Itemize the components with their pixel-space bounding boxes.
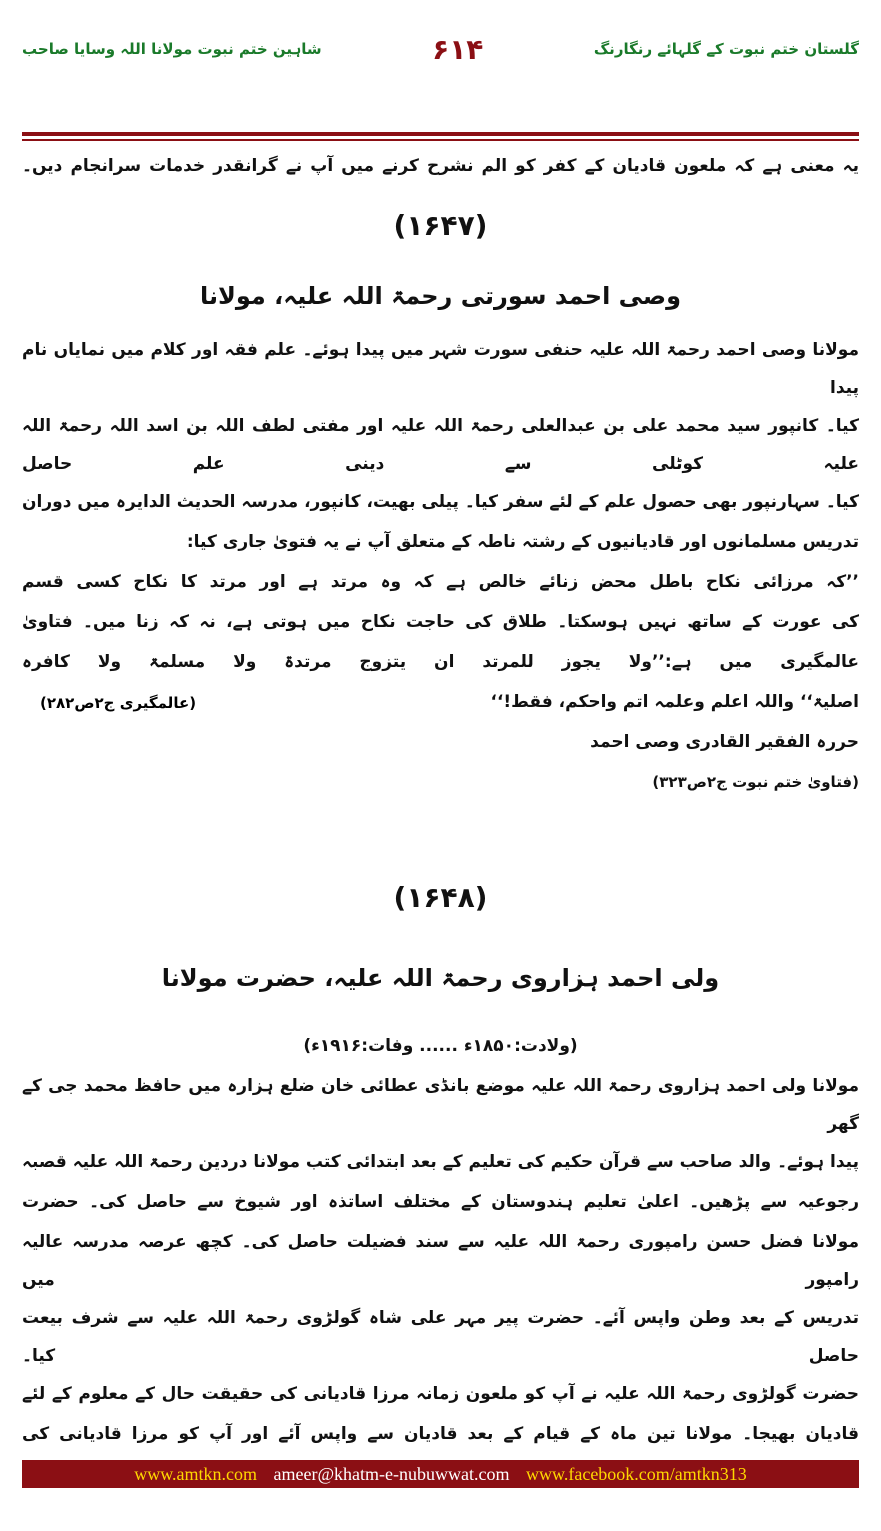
- website-link[interactable]: www.amtkn.com: [134, 1464, 258, 1484]
- body-line: مولانا فضل حسن رامپوری رحمۃ اللہ علیہ سے سند فضیلت حاصل کی۔ کچھ عرصہ مدرسہ عالیہ رامپور میں: [22, 1231, 859, 1290]
- footer-bar: [22, 1460, 859, 1488]
- body-line: پیدا ہوئے۔ والد صاحب سے قرآن حکیم کی تعلیم کے بعد ابتدائی کتب مولانا دردین رحمۃ اللہ علیہ قصبہ: [22, 1151, 859, 1172]
- header-rule-bottom: [22, 139, 859, 141]
- quote-end-row: [22, 683, 859, 723]
- body-line: حضرت گولڑوی رحمۃ اللہ علیہ نے آپ کو ملعون زمانہ مرزا قادیانی کی حقیقت حال کے معلوم کے لئے: [22, 1383, 859, 1404]
- intro-line: یہ معنی ہے کہ ملعون قادیان کے کفر کو الم نشرح کرنے میں آپ نے گرانقدر خدمات سرانجام دیں۔: [22, 155, 859, 176]
- email-link[interactable]: ameer@khatm-e-nubuwwat.com: [273, 1464, 510, 1484]
- running-header: [22, 14, 859, 84]
- entry-number: (۱۶۴۸): [393, 880, 488, 914]
- entry-title: وصی احمد سورتی رحمۃ اللہ علیہ، مولانا: [199, 281, 682, 310]
- citation: (عالمگیری ج۲ص۲۸۲): [40, 693, 197, 712]
- signature: حررہ الفقیر القادری وصی احمد: [590, 731, 859, 752]
- page-number: ۶۱۴: [432, 32, 484, 66]
- body-line: مولانا وصی احمد رحمۃ اللہ علیہ حنفی سورت شہر میں پیدا ہوئے۔ علم فقہ اور کلام میں نمایاں نام پیدا: [22, 339, 859, 398]
- book-title: گلستان ختم نبوت کے گلہائے رنگارنگ: [593, 40, 859, 58]
- body-line: تدریس کے بعد وطن واپس آئے۔ حضرت پیر مہر علی شاہ گولڑوی رحمۃ اللہ علیہ سے شرف بیعت حاصل کیا۔: [22, 1307, 859, 1366]
- body-line: تدریس مسلمانوں اور قادیانیوں کے رشتہ ناطہ کے متعلق آپ نے یہ فتویٰ جاری کیا:: [186, 531, 859, 552]
- header-rule-top: [22, 132, 859, 136]
- entry-dates: (ولادت:۱۸۵۰ء ...... وفات:۱۹۱۶ء): [303, 1035, 578, 1056]
- body-line: کیا۔ سہارنپور بھی حصول علم کے لئے سفر کیا۔ پیلی بھیت، کانپور، مدرسہ الحدیث الدایرہ میں دوران: [22, 491, 859, 512]
- entry-number: (۱۶۴۷): [393, 208, 488, 242]
- body-line: رجوعیہ سے پڑھیں۔ اعلیٰ تعلیم ہندوستان کے مختلف اساتذہ اور شیوخ سے حاصل کی۔ حضرت: [22, 1191, 859, 1212]
- author-name: شاہین ختم نبوت مولانا اللہ وسایا صاحب: [22, 40, 322, 58]
- body-line: ’’کہ مرزائی نکاح باطل محض زنائے خالص ہے کہ وہ مرتد ہے اور مرتد کا نکاح کسی قسم: [22, 571, 859, 592]
- entry-1648: [22, 803, 859, 1455]
- body-line: مولانا ولی احمد ہزاروی رحمۃ اللہ علیہ موضع بانڈی عطائی خان ضلع ہزارہ میں حافظ محمد جی کے گھر: [22, 1075, 859, 1134]
- source-reference: (فتاویٰ ختم نبوت ج۲ص۳۲۳): [652, 772, 859, 791]
- body-line: اصلیۃ‘‘ واللہ اعلم وعلمہ اتم واحکم، فقط!‘‘: [490, 691, 859, 712]
- body-line: عالمگیری میں ہے:’’ولا یجوز للمرتد ان یتزوج مرتدۃ ولا مسلمۃ ولا کافرہ: [22, 651, 859, 672]
- body-line: قادیان بھیجا۔ مولانا تین ماہ کے قیام کے بعد قادیان سے واپس آئے اور آپ کو مرزا قادیانی کی: [22, 1423, 859, 1444]
- body-line: کیا۔ کانپور سید محمد علی بن عبدالعلی رحمۃ اللہ علیہ اور مفتی لطف اللہ بن اسد اللہ رحمۃ اللہ علیہ کوٹلی سے دینی علم حاصل: [22, 415, 859, 474]
- facebook-link[interactable]: www.facebook.com/amtkn313: [526, 1464, 747, 1484]
- entry-title: ولی احمد ہزاروی رحمۃ اللہ علیہ، حضرت مولانا: [161, 963, 720, 992]
- body-line: کی عورت کے ساتھ نہیں ہوسکتا۔ طلاق کی حاجت نکاح میں ہوتی ہے، نہ کہ زنا میں۔ فتاویٰ: [22, 611, 859, 632]
- entry-1647: [22, 187, 859, 803]
